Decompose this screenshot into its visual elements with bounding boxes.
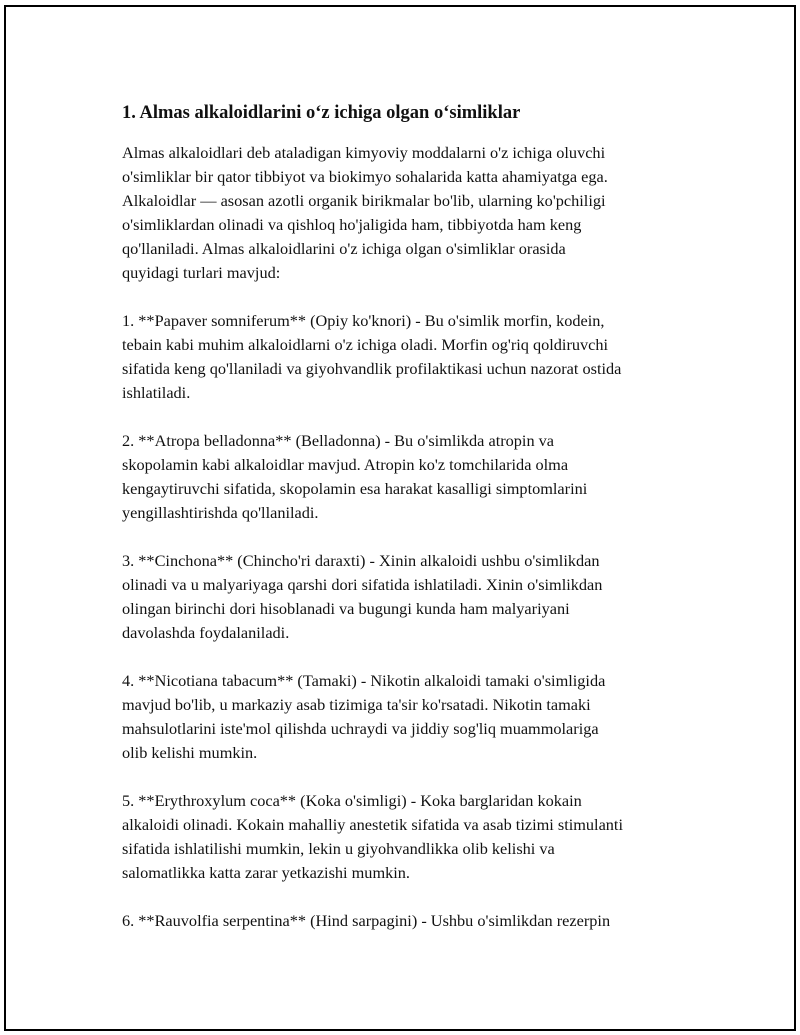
text-line: quyidagi turlari mavjud: bbox=[122, 263, 281, 282]
text-line: 4. **Nicotiana tabacum** (Tamaki) - Nikotin alkaloidi tamaki o'simligida bbox=[122, 671, 606, 690]
intro-paragraph bbox=[122, 141, 707, 285]
list-item-cinchona bbox=[122, 549, 707, 645]
text-line: 3. **Cinchona** (Chincho'ri daraxti) - Xinin alkaloidi ushbu o'simlikdan bbox=[122, 551, 600, 570]
text-line: alkaloidi olinadi. Kokain mahalliy anestetik sifatida va asab tizimi stimulanti bbox=[122, 815, 623, 834]
text-line: sifatida ishlatilishi mumkin, lekin u giyohvandlikka olib kelishi va bbox=[122, 839, 555, 858]
page-frame bbox=[4, 5, 796, 1031]
text-line: 1. **Papaver somniferum** (Opiy ko'knori) - Bu o'simlik morfin, kodein, bbox=[122, 311, 605, 330]
document-body bbox=[122, 101, 707, 957]
text-line: 2. **Atropa belladonna** (Belladonna) - Bu o'simlikda atropin va bbox=[122, 431, 555, 450]
text-line: olinadi va u malyariyaga qarshi dori sifatida ishlatiladi. Xinin o'simlikdan bbox=[122, 575, 603, 594]
text-line: Alkaloidlar — asosan azotli organik birikmalar bo'lib, ularning ko'pchiligi bbox=[122, 191, 606, 210]
list-item-rauvolfia bbox=[122, 909, 707, 933]
text-line: davolashda foydalaniladi. bbox=[122, 623, 290, 642]
list-item-erythroxylum bbox=[122, 789, 707, 885]
text-line: mahsulotlarini iste'mol qilishda uchraydi va jiddiy sog'liq muammolariga bbox=[122, 719, 599, 738]
list-item-nicotiana bbox=[122, 669, 707, 765]
text-line: 6. **Rauvolfia serpentina** (Hind sarpagini) - Ushbu o'simlikdan rezerpin bbox=[122, 911, 611, 930]
document-title: 1. Almas alkaloidlarini o‘z ichiga olgan o‘simliklar bbox=[122, 103, 521, 123]
text-line: mavjud bo'lib, u markaziy asab tizimiga ta'sir ko'rsatadi. Nikotin tamaki bbox=[122, 695, 591, 714]
text-line: olingan birinchi dori hisoblanadi va bugungi kunda ham malyariyani bbox=[122, 599, 570, 618]
text-line: salomatlikka katta zarar yetkazishi mumkin. bbox=[122, 863, 410, 882]
text-line: sifatida keng qo'llaniladi va giyohvandlik profilaktikasi uchun nazorat ostida bbox=[122, 359, 622, 378]
text-line: kengaytiruvchi sifatida, skopolamin esa harakat kasalligi simptomlarini bbox=[122, 479, 588, 498]
text-line: yengillashtirishda qo'llaniladi. bbox=[122, 503, 319, 522]
text-line: ishlatiladi. bbox=[122, 383, 191, 402]
text-line: olib kelishi mumkin. bbox=[122, 743, 258, 762]
text-line: qo'llaniladi. Almas alkaloidlarini o'z ichiga olgan o'simliklar orasida bbox=[122, 239, 566, 258]
text-line: o'simliklardan olinadi va qishloq ho'jaligida ham, tibbiyotda ham keng bbox=[122, 215, 582, 234]
text-line: skopolamin kabi alkaloidlar mavjud. Atropin ko'z tomchilarida olma bbox=[122, 455, 569, 474]
list-item-papaver bbox=[122, 309, 707, 405]
text-line: o'simliklar bir qator tibbiyot va biokimyo sohalarida katta ahamiyatga ega. bbox=[122, 167, 608, 186]
text-line: tebain kabi muhim alkaloidlarni o'z ichiga oladi. Morfin og'riq qoldiruvchi bbox=[122, 335, 609, 354]
text-line: Almas alkaloidlari deb ataladigan kimyoviy moddalarni o'z ichiga oluvchi bbox=[122, 143, 606, 162]
list-item-atropa bbox=[122, 429, 707, 525]
text-line: 5. **Erythroxylum coca** (Koka o'simligi) - Koka barglaridan kokain bbox=[122, 791, 582, 810]
